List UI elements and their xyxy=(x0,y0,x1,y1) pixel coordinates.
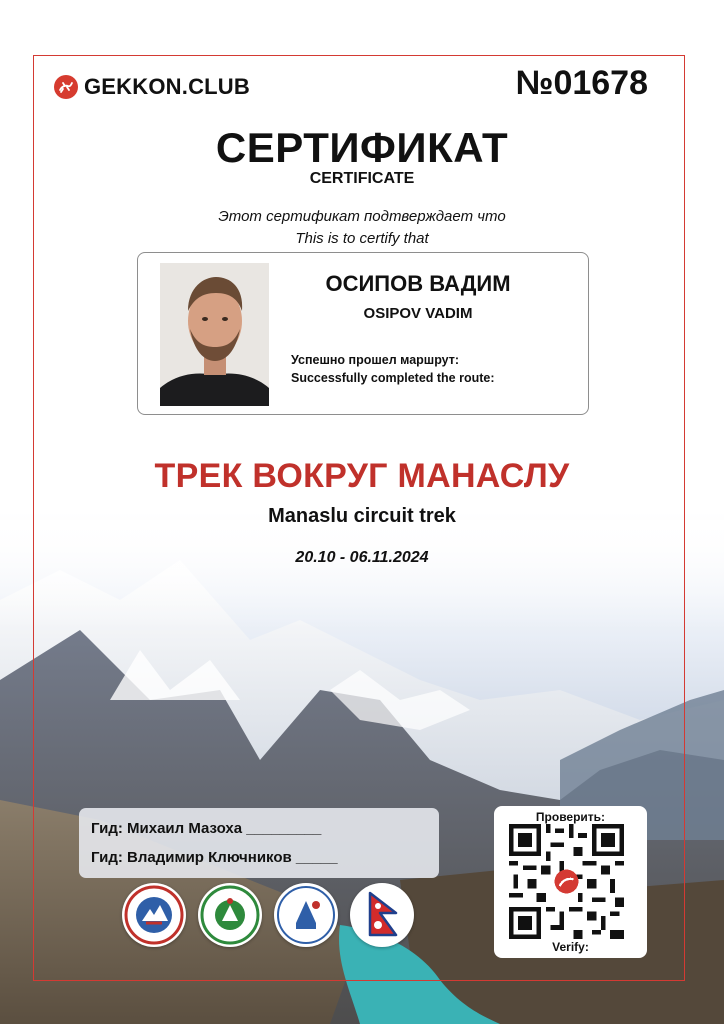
holder-photo xyxy=(160,263,269,406)
brand-logo xyxy=(54,74,250,100)
certify-text-ru: Этот сертификат подтверждает что xyxy=(218,208,506,225)
completed-route-text-en: Successfully completed the route: xyxy=(291,371,495,385)
route-dates: 20.10 - 06.11.2024 xyxy=(295,549,429,566)
certificate-title-ru: СЕРТИФИКАТ xyxy=(215,124,509,171)
partner-logos xyxy=(122,883,422,949)
verify-label-ru: Проверить: xyxy=(535,810,606,824)
holder-name-en: OSIPOV VADIM xyxy=(363,305,473,322)
taan-association-seal-icon xyxy=(198,883,262,947)
certify-text-en: This is to certify that xyxy=(295,230,429,247)
guide-line: Гид: Владимир Ключников _____ xyxy=(91,849,338,866)
certificate-title-en: CERTIFICATE xyxy=(309,170,415,187)
holder-card xyxy=(137,252,589,415)
gecko-icon xyxy=(54,75,78,99)
brand-name: GEKKON.CLUB xyxy=(84,74,250,99)
verify-label-en: Verify: xyxy=(552,940,589,954)
nepal-tourism-board-seal-icon xyxy=(274,883,338,947)
guides-panel xyxy=(79,808,439,878)
qr-code[interactable] xyxy=(509,824,624,939)
holder-name-ru: ОСИПОВ ВАДИМ xyxy=(325,271,511,296)
ministry-of-tourism-seal-icon xyxy=(122,883,186,947)
verification-box xyxy=(494,806,647,958)
nepal-flag-icon xyxy=(350,883,414,947)
completed-route-text-ru: Успешно прошел маршрут: xyxy=(291,353,460,367)
certificate-number: №01678 xyxy=(515,64,648,102)
route-title-ru: ТРЕК ВОКРУГ МАНАСЛУ xyxy=(154,457,570,495)
guide-line: Гид: Михаил Мазоха _________ xyxy=(91,820,322,837)
route-title-en: Manaslu circuit trek xyxy=(268,505,456,527)
